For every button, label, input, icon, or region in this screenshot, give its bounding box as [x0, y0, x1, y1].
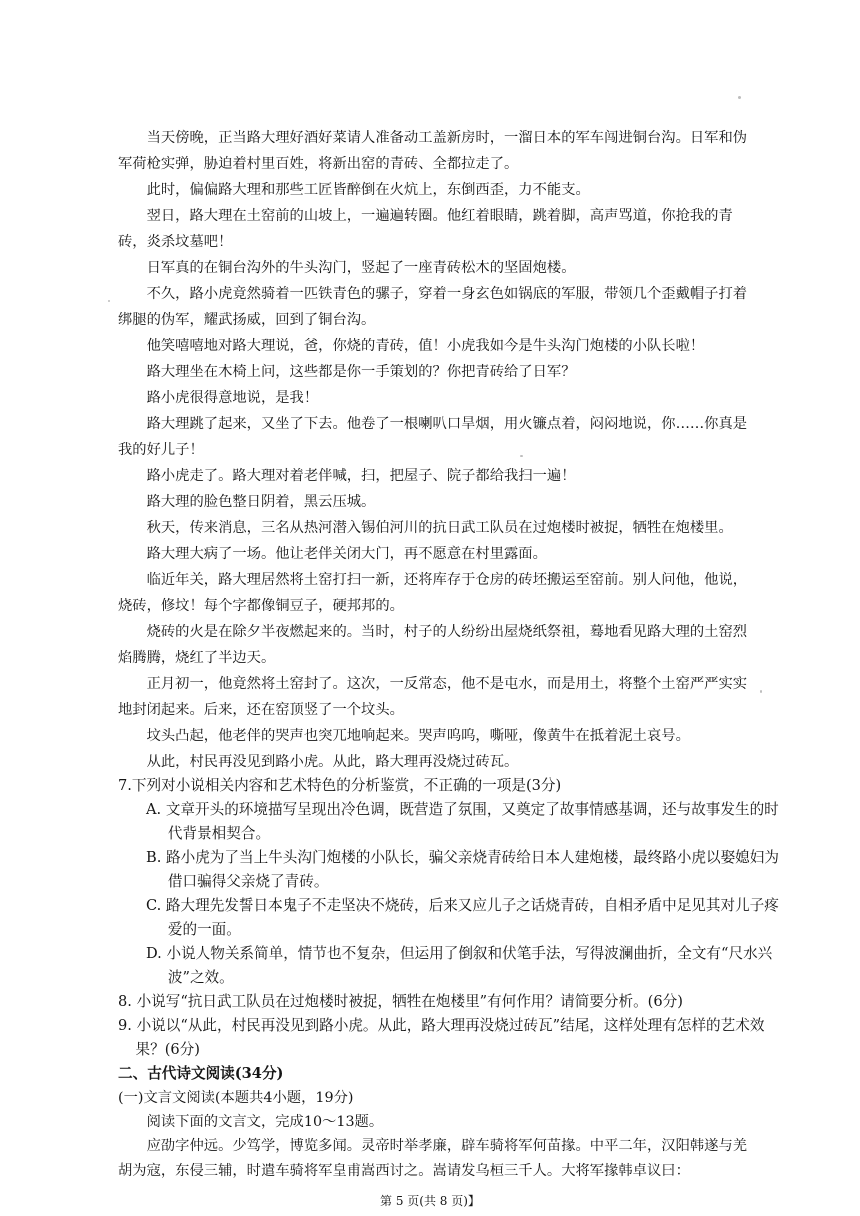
question-7-stem: 7.下列对小说相关内容和艺术特色的分析鉴赏，不正确的一项是(3分): [118, 777, 562, 794]
story-paragraph: 烧砖的火是在除夕半夜燃起来的。当时，村子的人纷纷出屋烧纸祭祖，蓦地看见路大理的土窑烈焰腾腾，烧红了半边天。: [118, 624, 748, 667]
story-paragraph: 路大理的脸色整日阴着，黑云压城。: [146, 494, 376, 510]
page-footer: 第 5 页(共 8 页)】: [380, 1194, 480, 1208]
story-paragraph: 路小虎走了。路大理对着老伴喊，扫，把屋子、院子都给我扫一遍！: [146, 468, 576, 484]
question-9: 9. 小说以“从此，村民再没见到路小虎。从此，路大理再没烧过砖瓦”结尾，这样处理有怎样的艺术效果？(6分): [118, 1017, 765, 1058]
story-paragraph: 路大理坐在木椅上问，这些都是你一手策划的？你把青砖给了日军？: [146, 364, 576, 380]
story-paragraph: 临近年关，路大理居然将土窑打扫一新，还将库存于仓房的砖坯搬运至窑前。别人问他，他说，烧砖，修坟！每个字都像铜豆子，硬邦邦的。: [118, 572, 748, 615]
story-paragraph: 路大理大病了一场。他让老伴关闭大门，再不愿意在村里露面。: [146, 546, 547, 562]
story-paragraph: 秋天，传来消息，三名从热河潜入锡伯河川的抗日武工队员在过炮楼时被捉，牺牲在炮楼里。: [146, 520, 733, 536]
question-8: 8. 小说写“抗日武工队员在过炮楼时被捉，牺牲在炮楼里”有何作用？请简要分析。(6分): [118, 993, 683, 1010]
section-2-title: 二、古代诗文阅读(34分): [118, 1065, 284, 1082]
story-paragraph: 坟头凸起，他老伴的哭声也突兀地响起来。哭声呜呜，嘶哑，像黄牛在抵着泥土哀号。: [146, 728, 690, 744]
story-paragraph: 正月初一，他竟然将土窑封了。这次，一反常态，他不是屯水，而是用土，将整个土窑严严实实地封闭起来。后来，还在窑顶竖了一个坟头。: [118, 676, 748, 719]
reading-instruction: 阅读下面的文言文，完成10～13题。: [146, 1114, 384, 1130]
story-paragraph: 他笑嘻嘻地对路大理说，爸，你烧的青砖，值！小虎我如今是牛头沟门炮楼的小队长啦！: [146, 338, 705, 354]
story-paragraph: 当天傍晚，正当路大理好酒好菜请人准备动工盖新房时，一溜日本的军车闯进铜台沟。日军和伪军荷枪实弹，胁迫着村里百姓，将新出窑的青砖、全都拉走了。: [118, 130, 748, 173]
question-7-option-b: B. 路小虎为了当上牛头沟门炮楼的小队长，骗父亲烧青砖给日本人建炮楼，最终路小虎以娶媳妇为借口骗得父亲烧了青砖。: [146, 849, 779, 890]
story-paragraph: 从此，村民再没见到路小虎。从此，路大理再没烧过砖瓦。: [146, 754, 519, 770]
question-7-option-d: D. 小说人物关系简单，情节也不复杂，但运用了倒叙和伏笔手法，写得波澜曲折，全文有“尺水兴波”之效。: [146, 945, 773, 986]
story-paragraph: 不久，路小虎竟然骑着一匹铁青色的骡子，穿着一身玄色如锅底的军服，带领几个歪戴帽子打着绑腿的伪军，耀武扬威，回到了铜台沟。: [118, 286, 748, 329]
story-paragraph: 日军真的在铜台沟外的牛头沟门，竖起了一座青砖松木的坚固炮楼。: [146, 260, 576, 276]
scan-speck: [108, 300, 110, 302]
story-paragraph: 路小虎很得意地说，是我！: [146, 390, 319, 406]
story-paragraph: 路大理跳了起来，又坐了下去。他卷了一根喇叭口旱烟，用火镰点着，闷闷地说，你……你真是我的好儿子！: [118, 416, 748, 459]
question-7-option-c: C. 路大理先发誓日本鬼子不走坚决不烧砖，后来又应儿子之话烧青砖，自相矛盾中足见其对儿子疼爱的一面。: [146, 897, 779, 938]
section-2-subtitle: (一)文言文阅读(本题共4小题，19分): [118, 1090, 354, 1106]
question-7-option-a: A. 文章开头的环境描写呈现出冷色调，既营造了氛围，又奠定了故事情感基调，还与故事发生的时代背景相契合。: [146, 801, 779, 842]
scan-speck: [738, 96, 741, 99]
story-paragraph: 翌日，路大理在土窑前的山坡上，一遍遍转圈。他红着眼睛，跳着脚，高声骂道，你抢我的青砖，炎杀坟墓吧！: [118, 208, 733, 251]
scan-speck: [760, 690, 762, 693]
classical-passage: 应劭字仲远。少笃学，博览多闻。灵帝时举孝廉，辟车骑将军何苗掾。中平二年，汉阳韩遂与羌胡为寇，东侵三辅，时遣车骑将军皇甫嵩西讨之。嵩请发乌桓三千人。大将军掾韩卓议曰：: [118, 1138, 748, 1179]
story-paragraph: 此时，偏偏路大理和那些工匠皆醉倒在火炕上，东倒西歪，力不能支。: [146, 182, 590, 198]
